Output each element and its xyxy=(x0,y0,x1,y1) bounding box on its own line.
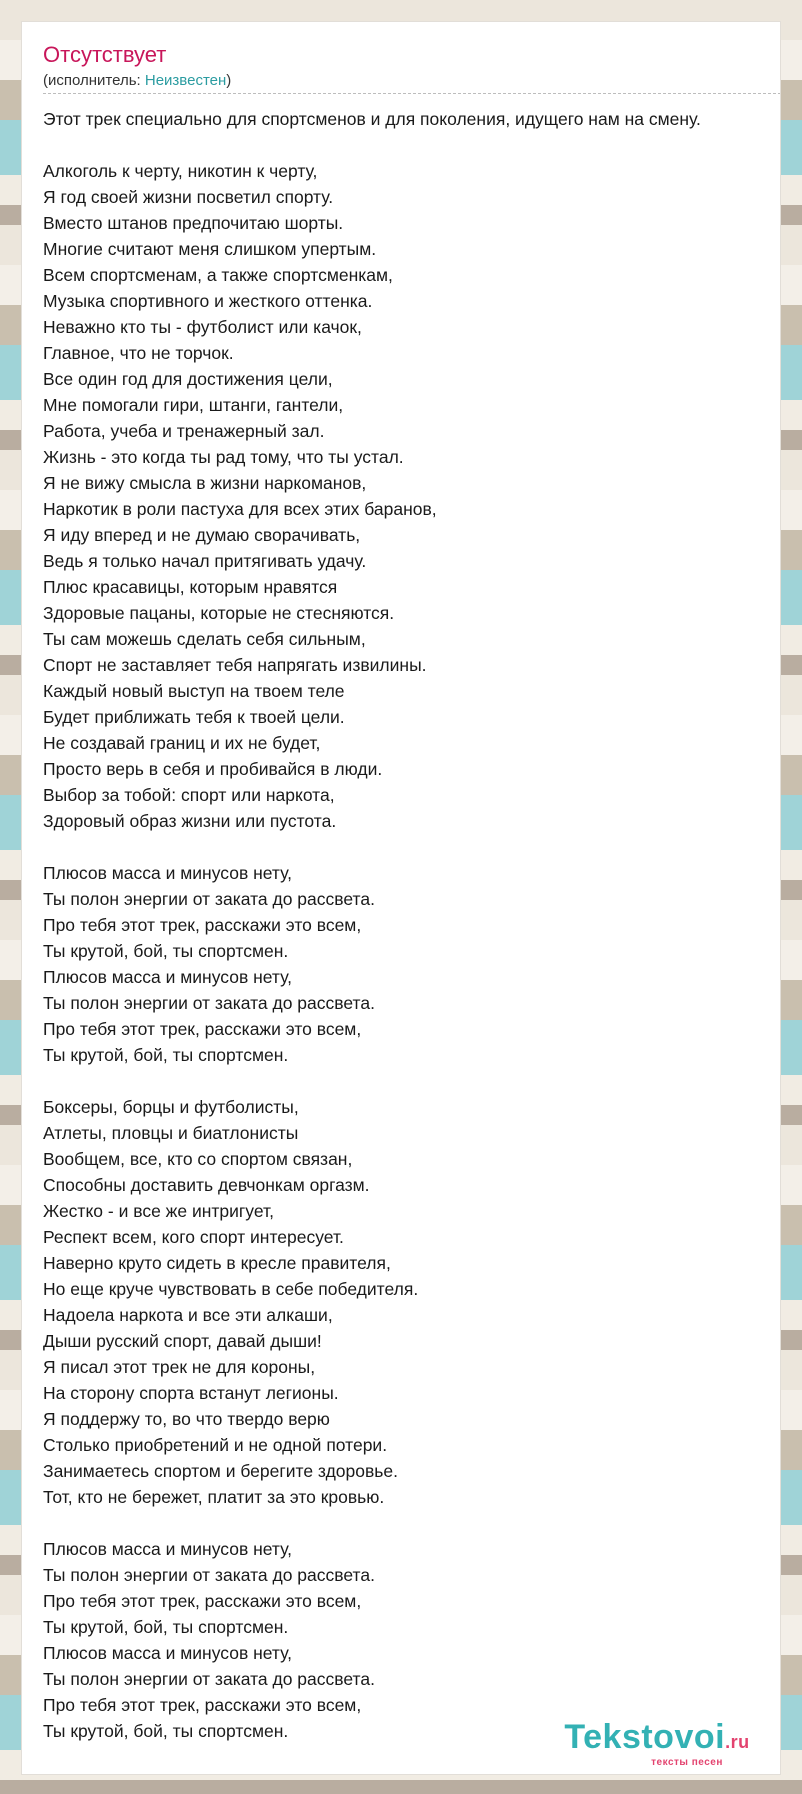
site-logo[interactable] xyxy=(542,1719,772,1768)
lyrics-card xyxy=(22,22,780,1774)
performer-prefix: (исполнитель: xyxy=(43,72,145,89)
logo-main-text: Tekstovoi xyxy=(564,1718,726,1756)
title-divider xyxy=(43,93,780,94)
performer-suffix: ) xyxy=(226,72,232,89)
performer-link[interactable]: Неизвестен xyxy=(144,72,227,89)
logo-tld: .ru xyxy=(725,1732,750,1752)
song-title: Отсутствует xyxy=(43,42,167,67)
logo-wordmark xyxy=(542,1719,772,1760)
performer-line xyxy=(43,72,231,90)
lyrics-text: Этот трек специально для спортсменов и для поколения, идущего нам на смену. Алкоголь к черту, никотин к черту, Я год своей жизни посветил спорту. Вместо штанов предпочитаю шорты. Многие считают меня слишком упертым. Всем спортсменам, а также спортсменкам, Музыка спортивного и жесткого оттенка. Неважно кто ты - футболист или качок, Главное, что не торчок. Все один год для достижения цели, Мне помогали гири, штанги, гантели, Работа, учеба и тренажерный зал. Жизнь - это когда ты рад тому, что ты устал. Я не вижу смысла в жизни наркоманов, Наркотик в роли пастуха для всех этих баранов, Я иду вперед и не думаю сворачивать, Ведь я только начал притягивать удачу. Плюс красавицы, которым нравятся Здоровые пацаны, которые не стесняются. Ты сам можешь сделать себя сильным, Спорт не заставляет тебя напрягать извилины. Каждый новый выступ на твоем теле Будет приближать тебя к твоей цели. Не создавай границ и их не будет, Просто верь в себя и пробивайся в люди. Выбор за тобой: спорт или наркота, Здоровый образ жизни или пустота. Плюсов масса и минусов нету, Ты полон энергии от заката до рассвета. Про тебя этот трек, расскажи это всем, Ты крутой, бой, ты спортсмен. Плюсов масса и минусов нету, Ты полон энергии от заката до рассвета. Про тебя этот трек, расскажи это всем, Ты крутой, бой, ты спортсмен. Боксеры, борцы и футболисты, Атлеты, пловцы и биатлонисты Вообщем, все, кто со спортом связан, Способны доставить девчонкам оргазм. Жестко - и все же интригует, Респект всем, кого спорт интересует. Наверно круто сидеть в кресле правителя, Но еще круче чувствовать в себе победителя. Надоела наркота и все эти алкаши, Дыши русский спорт, давай дыши! Я писал этот трек не для короны, На сторону спорта встанут легионы. Я поддержу то, во что твердо верю Столько приобретений и не одной потери. Занимаетесь спортом и берегите здоровье. Тот, кто не бережет, платит за это кровью. Плюсов масса и минусов нету, Ты полон энергии от заката до рассвета. Про тебя этот трек, расскажи это всем, Ты крутой, бой, ты спортсмен. Плюсов масса и минусов нету, Ты полон энергии от заката до рассвета. Про тебя этот трек, расскажи это всем, Ты крутой, бой, ты спортсмен. xyxy=(43,109,701,1741)
logo-subtitle: тексты песен xyxy=(651,1757,723,1768)
